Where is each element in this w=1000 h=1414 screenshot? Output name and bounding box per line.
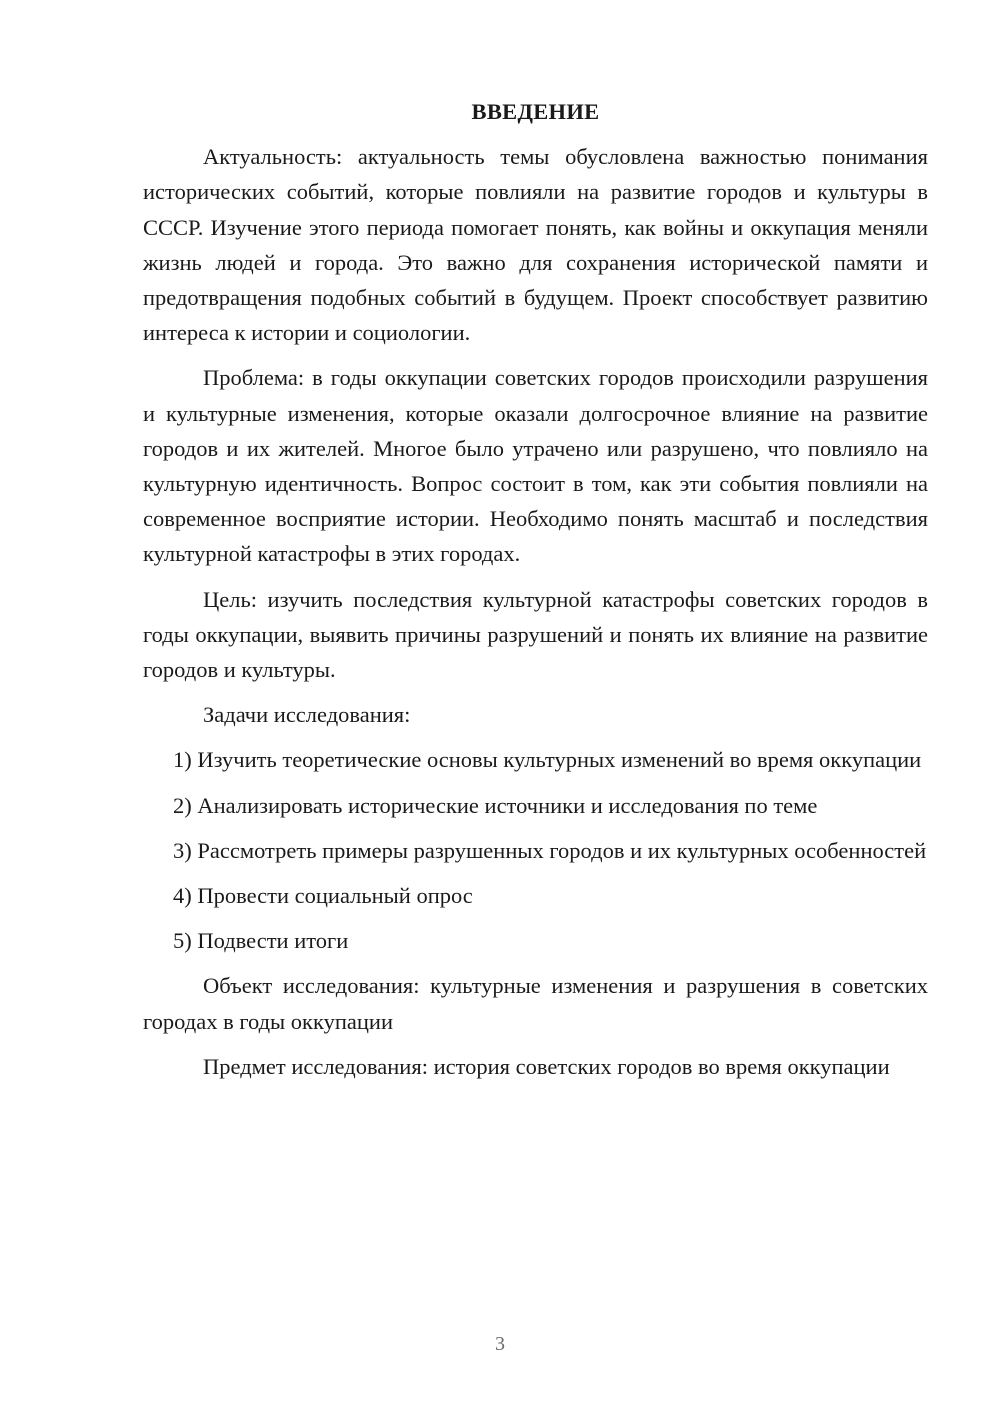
page-title: ВВЕДЕНИЕ	[471, 99, 600, 124]
task-item-4: 4) Провести социальный опрос	[173, 883, 473, 909]
page-number: 3	[495, 1333, 505, 1355]
page-content	[143, 94, 928, 1094]
tasks-heading: Задачи исследования:	[203, 702, 411, 728]
paragraph-problem: Проблема: в годы оккупации советских городов происходили разрушения и культурные изменения, которые оказали долгосрочное влияние на развитие городов и их жителей. Многое было утрачено или разрушено, что повлияло на культурную идентичность. Вопрос состоит в том, как эти события повлияли на современное восприятие истории. Необходимо понять масштаб и последствия культурной катастрофы в этих городах.	[143, 365, 928, 567]
task-item-3: 3) Рассмотреть примеры разрушенных городов и их культурных особенностей	[173, 837, 927, 863]
paragraph-goal: Цель: изучить последствия культурной катастрофы советских городов в годы оккупации, выявить причины разрушений и понять их влияние на развитие городов и культуры.	[143, 586, 928, 683]
task-item-5: 5) Подвести итоги	[173, 928, 349, 954]
task-item-2: 2) Анализировать исторические источники и исследования по теме	[173, 792, 818, 818]
paragraph-object: Объект исследования: культурные изменения и разрушения в советских городах в годы оккупации	[143, 973, 928, 1034]
task-item-1: 1) Изучить теоретические основы культурных изменений во время оккупации	[173, 747, 922, 773]
paragraph-subject: Предмет исследования: история советских городов во время оккупации	[203, 1053, 890, 1079]
paragraph-relevance: Актуальность: актуальность темы обусловлена важностью понимания исторических событий, которые повлияли на развитие городов и культуры в СССР. Изучение этого периода помогает понять, как войны и оккупация меняли жизнь людей и города. Это важно для сохранения исторической памяти и предотвращения подобных событий в будущем. Проект способствует развитию интереса к истории и социологии.	[143, 144, 928, 346]
